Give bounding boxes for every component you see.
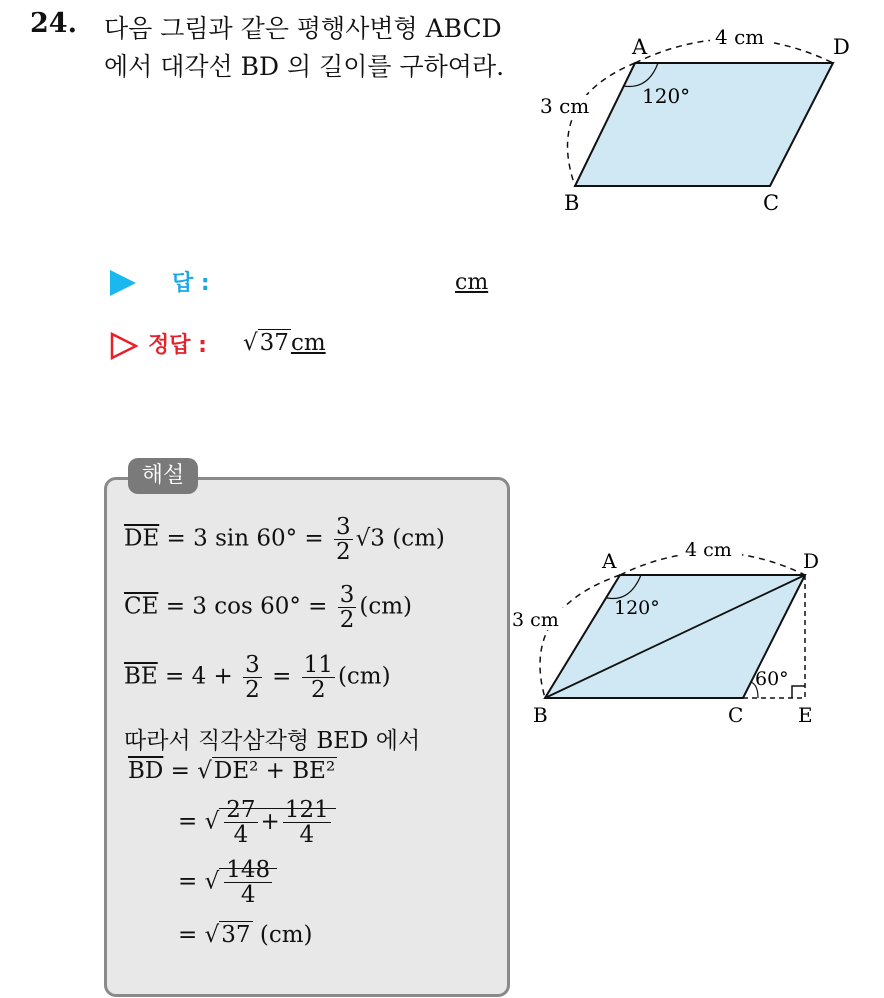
vertex-c: C xyxy=(763,191,780,215)
solution-tag: 해설 xyxy=(128,458,198,494)
fraction: $\frac{121}{4}$ xyxy=(284,797,329,848)
solution-line-be: $\overline{BE} = 4$ + $\frac{3}{2}$ = $\frac{11}{2}$ (cm) xyxy=(124,652,391,703)
solution-line-text: 따라서 직각삼각형 BED 에서 xyxy=(124,728,421,754)
vertex-d: D xyxy=(803,549,820,573)
right-angle-mark xyxy=(792,686,805,698)
side-length-label: 3 cm xyxy=(512,609,559,631)
solution-line-bd: $\overline{BD} = √DE^2 + BE^2$ xyxy=(128,758,336,784)
correct-value xyxy=(243,330,326,356)
radicand: 37 xyxy=(259,330,289,356)
correct-unit: cm xyxy=(290,330,326,356)
radical-sign: √ xyxy=(243,330,258,356)
solution-line-sum: = √ $\frac{27}{4}$ + $\frac{121}{4}$ xyxy=(178,798,336,847)
parallelogram-shape xyxy=(575,63,833,186)
solution-line-ce: $\overline{CE} = 3$ cos 60° = $\frac{3}{2}$ (cm) xyxy=(124,582,413,633)
parallelogram-figure xyxy=(520,20,860,220)
top-length-label: 4 cm xyxy=(685,539,732,561)
angle-label: 120° xyxy=(642,84,691,108)
solution-line-de: $\overline{DE} = 3$ sin 60° = $\frac{3}{2}$ √3 (cm) xyxy=(124,514,445,565)
fraction: $\frac{27}{4}$ xyxy=(226,797,256,848)
solution-figure xyxy=(500,530,870,740)
vertex-c: C xyxy=(728,703,744,727)
angle-label: 120° xyxy=(614,597,660,619)
answer-unit: cm xyxy=(455,270,489,295)
vertex-e: E xyxy=(798,703,813,727)
question-number: 24. xyxy=(30,8,77,39)
vertex-b: B xyxy=(533,703,548,727)
vertex-a: A xyxy=(602,549,617,573)
solution-line-148: = √ $\frac{148}{4}$ xyxy=(178,858,277,907)
fraction: $\frac{3}{2}$ xyxy=(336,514,351,565)
question-text: 다음 그림과 같은 평행사변형 ABCD 에서 대각선 BD 의 길이를 구하여라. xyxy=(104,14,505,81)
answer-label: 답 : xyxy=(172,271,210,296)
vertex-d: D xyxy=(833,35,850,59)
fraction: $\frac{148}{4}$ xyxy=(226,857,271,908)
top-length-label: 4 cm xyxy=(715,25,765,49)
fraction: $\frac{3}{2}$ xyxy=(245,652,260,703)
side-length-label: 3 cm xyxy=(540,94,590,118)
fraction: $\frac{11}{2}$ xyxy=(303,652,333,703)
correct-label: 정답 : xyxy=(148,333,207,358)
vertex-b: B xyxy=(564,191,580,215)
fraction: $\frac{3}{2}$ xyxy=(339,582,355,633)
solution-line-final: = √37 (cm) xyxy=(178,922,313,948)
vertex-a: A xyxy=(632,35,648,59)
correct-arrow-icon xyxy=(110,332,138,360)
angle-label-60: 60° xyxy=(755,668,789,690)
answer-arrow-icon xyxy=(110,270,136,296)
